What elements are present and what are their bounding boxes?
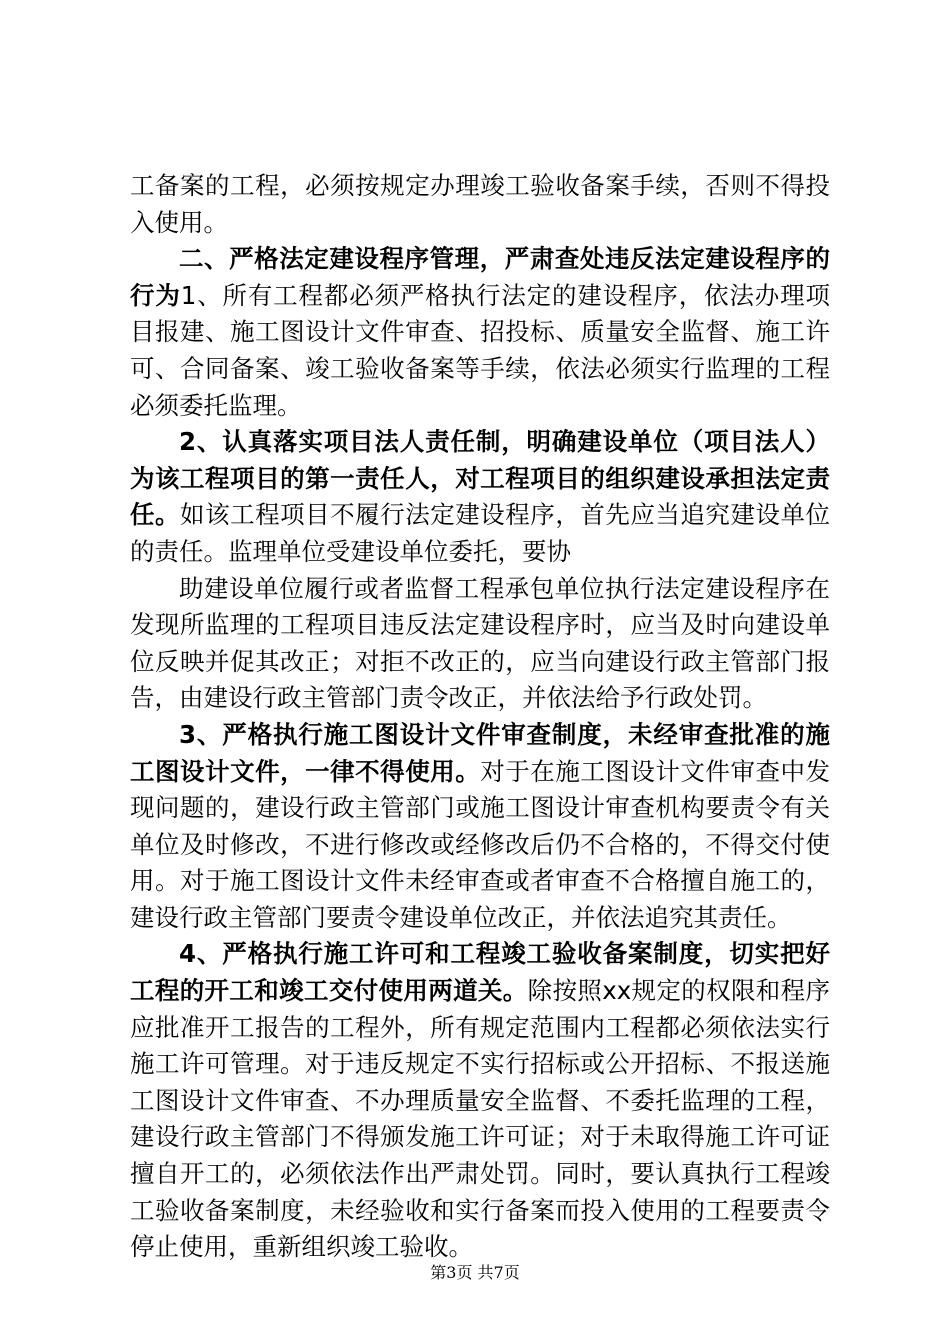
paragraph-continuation (130, 168, 830, 241)
page-number: 第3页 共7页 (430, 1263, 520, 1282)
paragraph-text: 对于在施工图设计文件审查中发现问题的，建设行政主管部门或施工图设计审查机构要责令有关单位及时修改，不进行修改或经修改后仍不合格的，不得交付使用。对于施工图设计文件未经审查或者审查不合格擅自施工的，建设行政主管部门要责令建设单位改正，并依法追究其责任。 (130, 756, 831, 932)
section-heading: 二、严格法定建设程序管理，严肃查处违反法定建设程序的行为 (130, 244, 830, 310)
paragraph-text: 如该工程项目不履行法定建设程序，首先应当追究建设单位的责任。监理单位受建设单位委托，要协 (130, 500, 831, 566)
paragraph-text: 1、所有工程都必须严格执行法定的建设程序，依法办理项目报建、施工图设计文件审查、招投标、质量安全监督、施工许可、合同备案、竣工验收备案等手续，依法必须实行监理的工程必须委托监理。 (130, 280, 830, 420)
paragraph-lead: 4、严格执行施工许可和工程竣工验收备案制度，切实把好工程的开工和竣工交付使用两道关。 (130, 939, 830, 1006)
paragraph-item-4 (130, 936, 830, 1265)
paragraph-text: 工备案的工程，必须按规定办理竣工验收备案手续，否则不得投入使用。 (130, 171, 830, 237)
paragraph-text: 除按照xx规定的权限和程序应批准开工报告的工程外，所有规定范围内工程都必须依法实行施工许可管理。对于违反规定不实行招标或公开招标、不报送施工图设计文件审查、不办理质量安全监督、不委托监理的工程，建设行政主管部门不得颁发施工许可证；对于未取得施工许可证擅自开工的，必须依法作出严肃处罚。同时，要认真执行工程竣工验收备案制度，未经验收和实行备案而投入使用的工程要责令停止使用，重新组织竣工验收。 (130, 976, 831, 1262)
page-footer (0, 1263, 950, 1283)
paragraph-item-3 (130, 717, 830, 937)
paragraph-lead: 2、认真落实项目法人责任制，明确建设单位（项目法人）为该工程项目的第一责任人，对工程项目的组织建设承担法定责任。 (130, 427, 830, 530)
paragraph-lead: 3、严格执行施工图设计文件审查制度，未经审查批准的施工图设计文件，一律不得使用。 (130, 719, 830, 786)
paragraph-section-two (130, 241, 830, 424)
document-body (130, 168, 830, 1266)
paragraph-item-2 (130, 424, 830, 570)
paragraph-item-2-continued (130, 571, 830, 717)
paragraph-text: 助建设单位履行或者监督工程承包单位执行法定建设程序在发现所监理的工程项目违反法定建设程序时，应当及时向建设单位反映并促其改正；对拒不改正的，应当向建设行政主管部门报告，由建设行政主管部门责令改正，并依法给予行政处罚。 (130, 573, 830, 713)
